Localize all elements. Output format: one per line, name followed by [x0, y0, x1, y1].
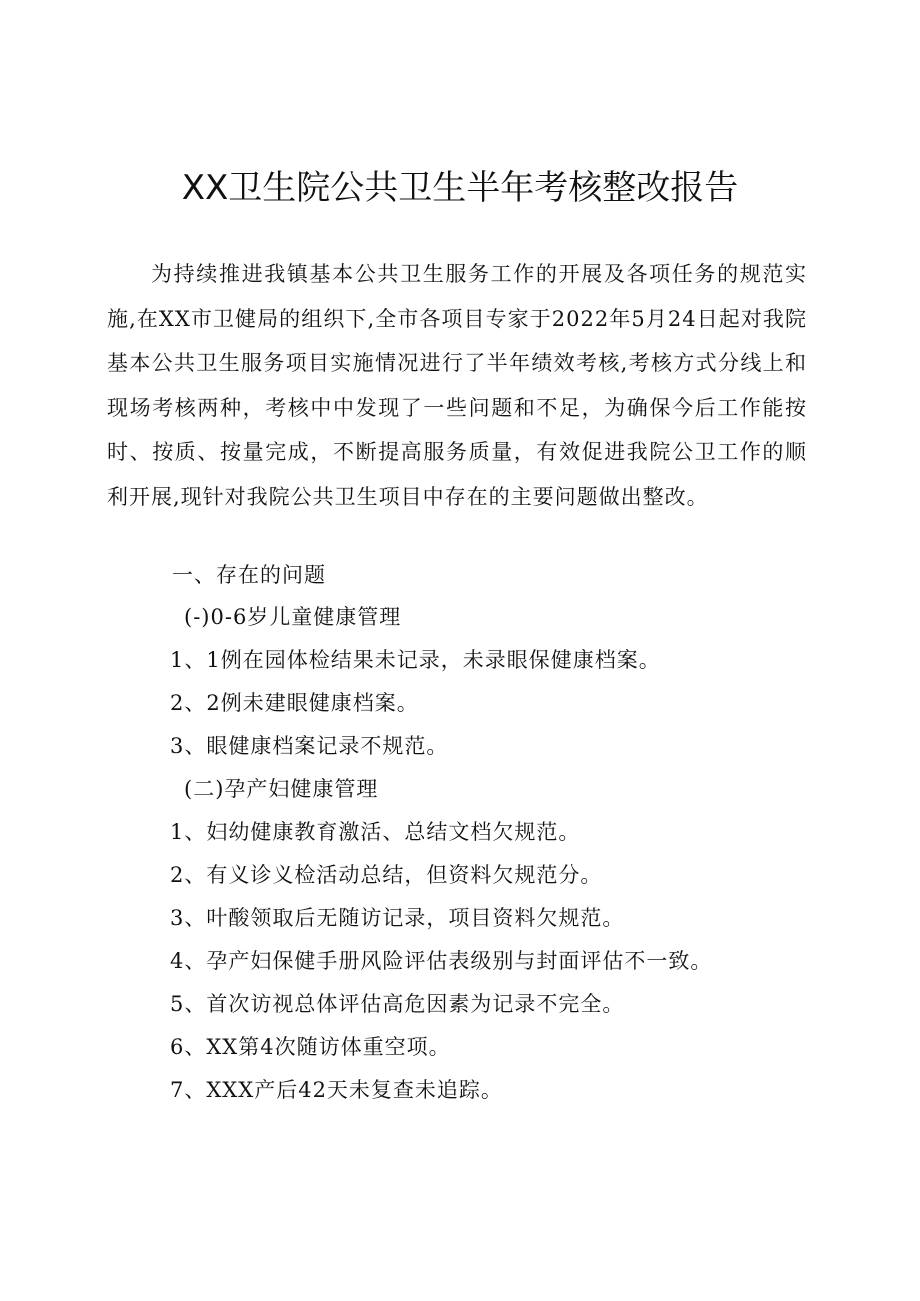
intro-paragraph: 为持续推进我镇基本公共卫生服务工作的开展及各项任务的规范实施,在XX市卫健局的组织下,全市各项目专家于2022年5月24日起对我院基本公共卫生服务项目实施情况进行了半年绩效考核,考核方式分线上和现场考核两种，考核中中发现了一些问题和不足，为确保今后工作能按时、按质、按量完成，不断提高服务质量，有效促进我院公卫工作的顺利开展,现针对我院公共卫生项目中存在的主要问题做出整改。 [107, 262, 807, 509]
list-item: 3、叶酸领取后无随访记录，项目资料欠规范。 [170, 906, 625, 930]
subsection-heading-child-health: (-)0-6岁儿童健康管理 [184, 605, 402, 629]
list-item: 4、孕产妇保健手册风险评估表级别与封面评估不一致。 [170, 949, 713, 973]
list-item: 6、XX第4次随访体重空项。 [170, 1035, 451, 1059]
list-item: 5、首次访视总体评估高危因素为记录不完全。 [170, 992, 625, 1016]
section-heading-problems: 一、存在的问题 [172, 563, 326, 587]
list-item: 2、有义诊义检活动总结，但资料欠规范分。 [170, 863, 603, 887]
document-title: XX卫生院公共卫生半年考核整改报告 [181, 168, 739, 208]
list-item: 3、眼健康档案记录不规范。 [170, 734, 449, 758]
list-item: 2、2例未建眼健康档案。 [170, 691, 419, 715]
subsection-heading-maternal-health: (二)孕产妇健康管理 [184, 777, 379, 801]
list-item: 1、妇幼健康教育激活、总结文档欠规范。 [170, 820, 581, 844]
list-item: 7、XXX产后42天未复查未追踪。 [170, 1078, 503, 1102]
list-item: 1、1例在园体检结果未记录，未录眼保健康档案。 [170, 648, 661, 672]
